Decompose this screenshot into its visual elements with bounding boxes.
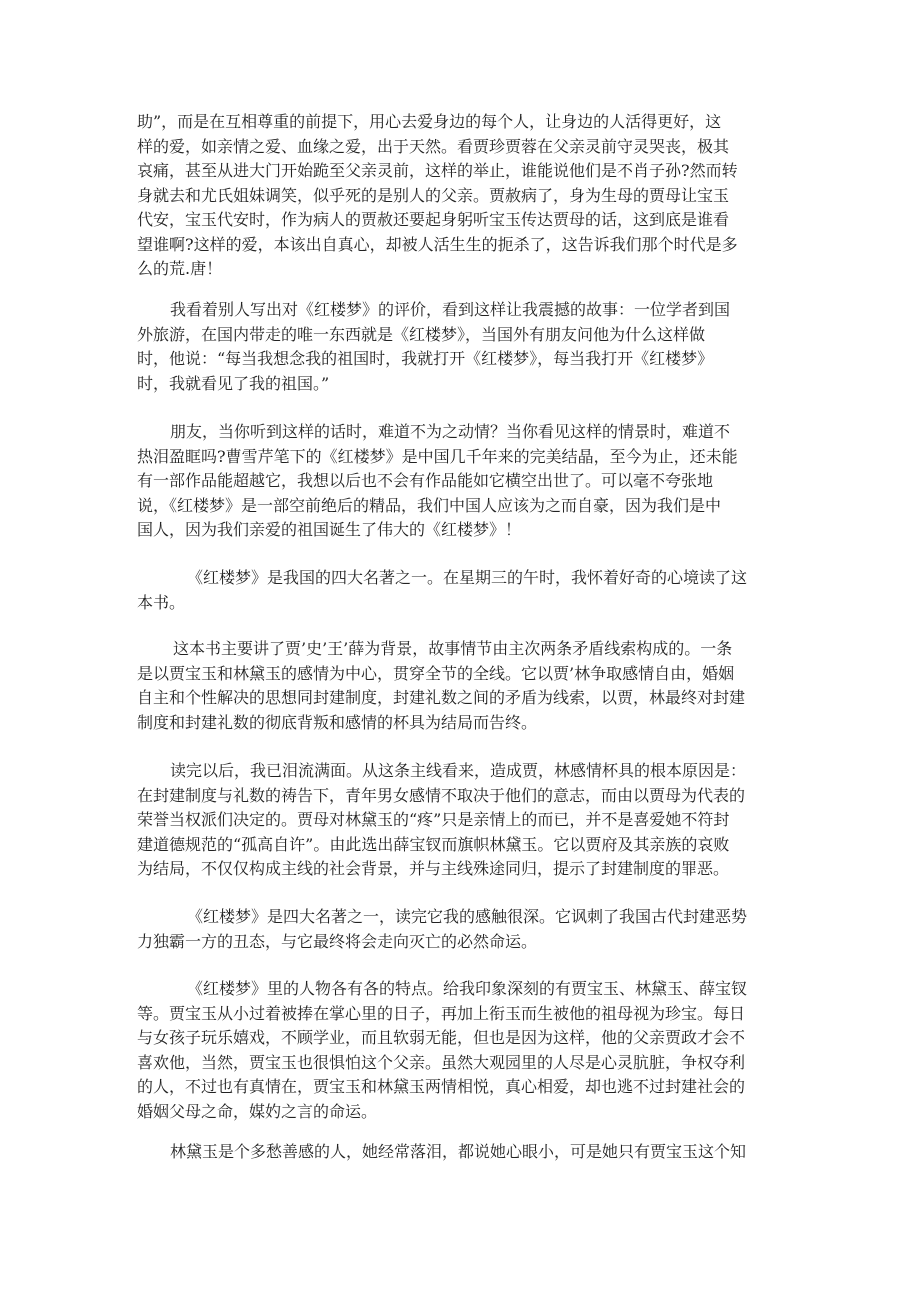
text-line: 本书。 bbox=[137, 592, 186, 612]
text-line: 林黛玉是个多愁善感的人，她经常落泪，都说她心眼小，可是她只有贾宝玉这个知 bbox=[170, 1142, 747, 1161]
text-line: 朋友，当你听到这样的话时，难道不为之动情？当你看见这样的情景时，难道不 bbox=[170, 422, 731, 441]
text-line: 有一部作品能超越它，我想以后也不会有作品能如它横空出世了。可以毫不夸张地 bbox=[137, 471, 714, 490]
text-line: 为结局，不仅仅构成主线的社会背景，并与主线殊途同归，提示了封建制度的罪恶。 bbox=[137, 859, 730, 878]
paragraph-6 bbox=[137, 759, 797, 882]
paragraph-8 bbox=[137, 977, 797, 1124]
text-line: 喜欢他，当然，贾宝玉也很惧怕这个父亲。虽然大观园里的人尽是心灵肮脏，争权夺利 bbox=[137, 1052, 746, 1072]
text-line: 时，他说：“每当我想念我的祖国时，我就打开《红楼梦》，每当我打开《红楼梦》 bbox=[137, 349, 714, 368]
text-line: 与女孩子玩乐嬉戏，不顾学业，而且软弱无能，但也是因为这样，他的父亲贾政才会不 bbox=[137, 1028, 746, 1047]
text-line: 助”，而是在互相尊重的前提下，用心去爱身边的每个人，让身边的人活得更好，这 bbox=[137, 112, 722, 131]
paragraph-9 bbox=[137, 1140, 797, 1165]
text-line: 样的爱，如亲情之爱、血缘之爱，出于天然。看贾珍贾蓉在父亲灵前守灵哭丧，极其 bbox=[137, 136, 730, 156]
text-line: 这本书主要讲了贾’史’王’薛为背景，故事情节由主次两条矛盾线索构成的。一条 bbox=[173, 639, 733, 658]
text-line: 力独霸一方的丑态，与它最终将会走向灭亡的必然命运。 bbox=[137, 931, 538, 951]
text-line: 热泪盈眶吗?曹雪芹笔下的《红楼梦》是中国几千年来的完美结晶，至今为止，还未能 bbox=[137, 446, 738, 466]
text-line: 制度和封建礼数的彻底背叛和感情的杯具为结局而告终。 bbox=[137, 712, 538, 732]
paragraph-5 bbox=[137, 637, 797, 735]
text-line: 等。贾宝玉从小过着被捧在掌心里的日子，再加上衔玉而生被他的祖母视为珍宝。每日 bbox=[137, 1003, 746, 1023]
text-line: 国人，因为我们亲爱的祖国诞生了伟大的《红楼梦》！ bbox=[137, 520, 522, 539]
paragraph-3 bbox=[137, 420, 797, 543]
paragraph-1 bbox=[137, 110, 797, 282]
text-line: 哀痛，甚至从进大门开始跪至父亲灵前，这样的举止，谁能说他们是不肖子孙?然而转 bbox=[137, 161, 738, 180]
text-line: 代安，宝玉代安时，作为病人的贾赦还要起身躬听宝玉传达贾母的话，这到底是谁看 bbox=[137, 210, 730, 229]
text-line: 《红楼梦》是四大名著之一，读完它我的感触很深。它讽刺了我国古代封建恶势 bbox=[187, 907, 748, 926]
text-line: 的人，不过也有真情在，贾宝玉和林黛玉两情相悦，真心相爱，却也逃不过封建社会的 bbox=[137, 1077, 746, 1096]
paragraph-7 bbox=[137, 905, 797, 954]
text-line: 婚姻父母之命，媒妁之言的命运。 bbox=[137, 1101, 378, 1121]
text-line: 是以贾宝玉和林黛玉的感情为中心，贯穿全节的全线。它以贾’林争取感情自由，婚姻 bbox=[137, 663, 735, 683]
text-line: 荣誉当权派们决定的。贾母对林黛玉的“疼”只是亲情上的而已，并不是喜爱她不符封 bbox=[137, 810, 730, 829]
text-line: 身就去和尤氏姐妹调笑，似乎死的是别人的父亲。贾赦病了，身为生母的贾母让宝玉 bbox=[137, 185, 730, 205]
text-line: 望谁啊?这样的爱，本该出自真心，却被人活生生的扼杀了，这告诉我们那个时代是多 bbox=[137, 234, 738, 254]
text-line: 在封建制度与礼数的祷告下，青年男女感情不取决于他们的意志，而由以贾母为代表的 bbox=[137, 785, 746, 805]
text-line: 自主和个性解决的思想同封建制度，封建礼数之间的矛盾为线索，以贾，林最终对封建 bbox=[137, 688, 746, 707]
paragraph-2 bbox=[137, 298, 797, 396]
paragraph-4 bbox=[137, 566, 797, 615]
text-line: 读完以后，我已泪流满面。从这条主线看来，造成贾，林感情杯具的根本原因是： bbox=[170, 761, 747, 780]
text-line: 时，我就看见了我的祖国。” bbox=[137, 373, 330, 393]
text-line: 么的荒.唐！ bbox=[137, 259, 223, 278]
text-line: 《红楼梦》里的人物各有各的特点。给我印象深刻的有贾宝玉、林黛玉、薛宝钗 bbox=[187, 979, 748, 998]
text-line: 《红楼梦》是我国的四大名著之一。在星期三的午时，我怀着好奇的心境读了这 bbox=[187, 568, 748, 587]
text-line: 外旅游，在国内带走的唯一东西就是《红楼梦》，当国外有朋友问他为什么这样做 bbox=[137, 324, 706, 344]
text-line: 我看着别人写出对《红楼梦》的评价，看到这样让我震撼的故事：一位学者到国 bbox=[170, 300, 731, 319]
text-line: 说，《红楼梦》是一部空前绝后的精品，我们中国人应该为之而自豪，因为我们是中 bbox=[137, 495, 722, 515]
text-line: 建道德规范的“孤高自许”。由此选出薛宝钗而旗帜林黛玉。它以贾府及其亲族的哀败 bbox=[137, 834, 730, 854]
